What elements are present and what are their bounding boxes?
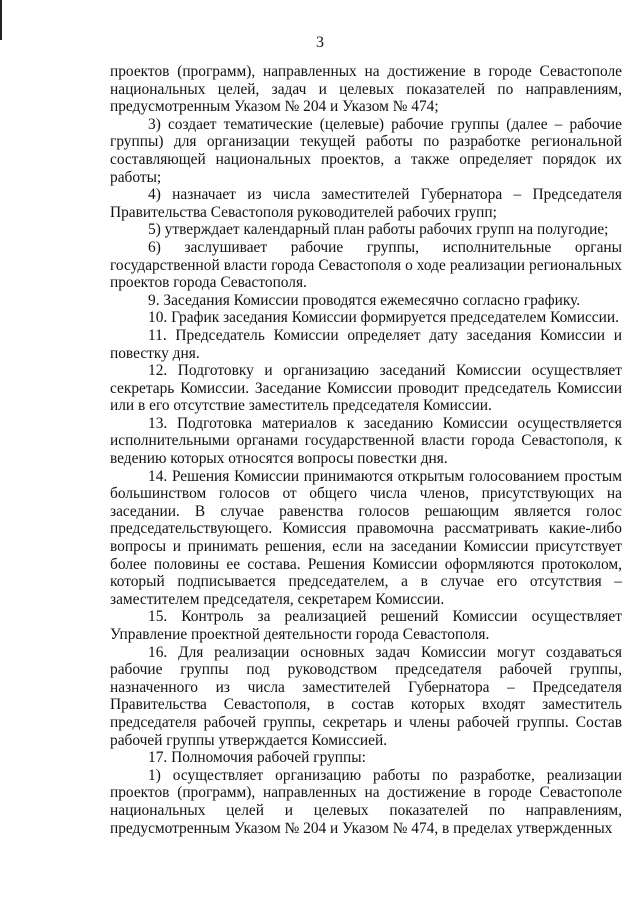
page-number: 3 bbox=[316, 34, 324, 51]
paragraph-clause-13: 13. Подготовка материалов к заседанию Комиссии осуществляется исполнительными органами государственной власти города Севастополя, к ведению которых относятся вопросы повестки дня. bbox=[110, 414, 622, 468]
paragraph-clause-14: 14. Решения Комиссии принимаются открытым голосованием простым большинством голосов от общего числа членов, присутствующих на заседании. В случае равенства голосов решающим является голос председательствующего. Комиссия правомочна рассматривать какие-либо вопросы и принимать решения, если на заседании Комиссии присутствует более половины ее состава. Решения Комиссии оформляются протоколом, который подписывается председателем, а в случае его отсутствия – заместителем председателя, секретарем Комиссии. bbox=[110, 467, 622, 608]
paragraph-continuation: проектов (программ), направленных на достижение в городе Севастополе национальных целей, задач и целевых показателей по направлениям, предусмотренным Указом № 204 и Указом № 474; bbox=[110, 63, 622, 116]
document-body bbox=[110, 63, 622, 837]
paragraph-item-3: 3) создает тематические (целевые) рабочие группы (далее – рабочие группы) для организации текущей работы по разработке региональной составляющей национальных проектов, а также определяет порядок их работы; bbox=[110, 115, 622, 186]
paragraph-clause-12: 12. Подготовку и организацию заседаний Комиссии осуществляет секретарь Комиссии. Заседание Комиссии проводит председатель Комиссии или в его отсутствие заместитель председателя Комиссии. bbox=[110, 362, 622, 415]
paragraph-clause-16: 16. Для реализации основных задач Комиссии могут создаваться рабочие группы под руководством председателя рабочей группы, назначенного из числа заместителей Губернатора – Председателя Правительства Севастополя, в состав которых входят заместитель председателя рабочей группы, секретарь и члены рабочей группы. Состав рабочей группы утверждается Комиссией. bbox=[110, 643, 622, 749]
paragraph-clause-10: 10. График заседания Комиссии формируется председателем Комиссии. bbox=[148, 309, 619, 327]
paragraph-clause-9: 9. Заседания Комиссии проводятся ежемесячно согласно графику. bbox=[148, 291, 581, 309]
paragraph-clause-15: 15. Контроль за реализацией решений Комиссии осуществляет Управление проектной деятельности города Севастополя. bbox=[110, 608, 622, 643]
paragraph-clause-11: 11. Председатель Комиссии определяет дату заседания Комиссии и повестку дня. bbox=[110, 326, 622, 362]
paragraph-item-4: 4) назначает из числа заместителей Губернатора – Председателя Правительства Севастополя руководителей рабочих групп; bbox=[110, 186, 622, 221]
paragraph-clause-17-item-1: 1) осуществляет организацию работы по разработке, реализации проектов (программ), направленных на достижение в городе Севастополе национальных целей и целевых показателей по направлениям, предусмотренным Указом № 204 и Указом № 474, в пределах утвержденных bbox=[110, 766, 622, 837]
paragraph-item-5: 5) утверждает календарный план работы рабочих групп на полугодие; bbox=[148, 221, 609, 239]
paragraph-item-6: 6) заслушивает рабочие группы, исполнительные органы государственной власти города Севастополя о ходе реализации региональных проектов города Севастополя. bbox=[110, 238, 622, 292]
paragraph-clause-17: 17. Полномочия рабочей группы: bbox=[148, 749, 366, 767]
